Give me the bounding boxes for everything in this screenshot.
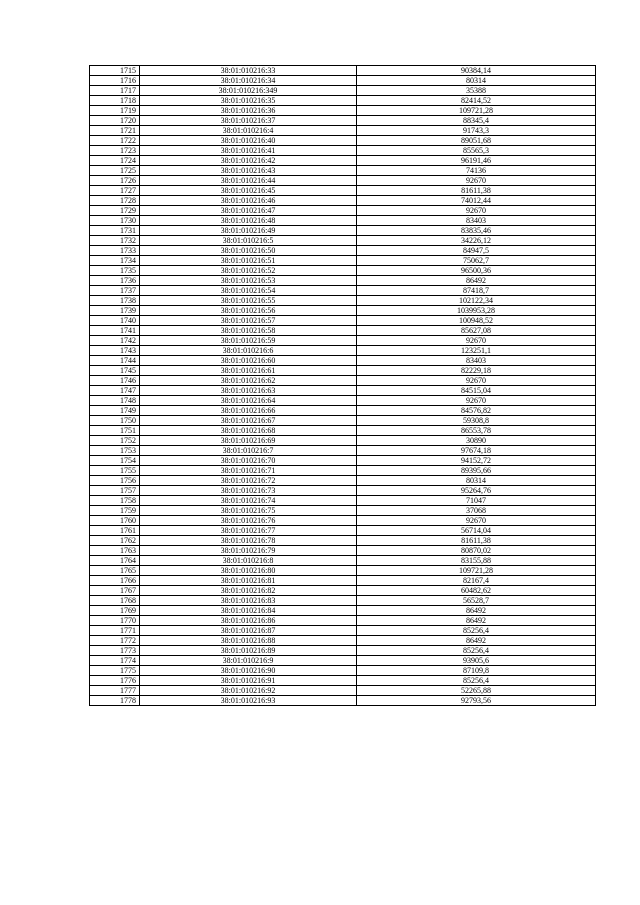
row-number-cell: 1720 — [90, 116, 140, 126]
table-row — [90, 666, 596, 676]
row-number-cell: 1726 — [90, 176, 140, 186]
table-row — [90, 516, 596, 526]
value-cell: 92670 — [357, 396, 596, 406]
cadastral-number-cell: 38:01:010216:92 — [140, 686, 357, 696]
value-cell: 89051,68 — [357, 136, 596, 146]
cadastral-number-cell: 38:01:010216:6 — [140, 346, 357, 356]
row-number-cell: 1736 — [90, 276, 140, 286]
table-row — [90, 576, 596, 586]
row-number-cell: 1777 — [90, 686, 140, 696]
table-row — [90, 626, 596, 636]
table-row — [90, 416, 596, 426]
cadastral-number-cell: 38:01:010216:54 — [140, 286, 357, 296]
row-number-cell: 1751 — [90, 426, 140, 436]
cadastral-number-cell: 38:01:010216:48 — [140, 216, 357, 226]
cadastral-number-cell: 38:01:010216:43 — [140, 166, 357, 176]
row-number-cell: 1733 — [90, 246, 140, 256]
cadastral-number-cell: 38:01:010216:41 — [140, 146, 357, 156]
table-row — [90, 336, 596, 346]
value-cell: 75062,7 — [357, 256, 596, 266]
cadastral-number-cell: 38:01:010216:58 — [140, 326, 357, 336]
table-row — [90, 176, 596, 186]
table-row — [90, 346, 596, 356]
value-cell: 84515,04 — [357, 386, 596, 396]
cadastral-number-cell: 38:01:010216:87 — [140, 626, 357, 636]
table-row — [90, 326, 596, 336]
value-cell: 86492 — [357, 606, 596, 616]
table-row — [90, 146, 596, 156]
value-cell: 97674,18 — [357, 446, 596, 456]
row-number-cell: 1745 — [90, 366, 140, 376]
table-row — [90, 406, 596, 416]
value-cell: 85256,4 — [357, 646, 596, 656]
table-row — [90, 566, 596, 576]
table-row — [90, 226, 596, 236]
table-row — [90, 506, 596, 516]
cadastral-number-cell: 38:01:010216:78 — [140, 536, 357, 546]
table-row — [90, 196, 596, 206]
row-number-cell: 1730 — [90, 216, 140, 226]
cadastral-number-cell: 38:01:010216:61 — [140, 366, 357, 376]
value-cell: 56714,04 — [357, 526, 596, 536]
value-cell: 100948,52 — [357, 316, 596, 326]
value-cell: 84947,5 — [357, 246, 596, 256]
cadastral-value-table — [89, 65, 596, 706]
value-cell: 83835,46 — [357, 226, 596, 236]
value-cell: 93905,6 — [357, 656, 596, 666]
table-row — [90, 356, 596, 366]
table-row — [90, 256, 596, 266]
cadastral-number-cell: 38:01:010216:76 — [140, 516, 357, 526]
value-cell: 80314 — [357, 76, 596, 86]
table-row — [90, 386, 596, 396]
table-row — [90, 376, 596, 386]
cadastral-number-cell: 38:01:010216:89 — [140, 646, 357, 656]
row-number-cell: 1773 — [90, 646, 140, 656]
row-number-cell: 1767 — [90, 586, 140, 596]
row-number-cell: 1732 — [90, 236, 140, 246]
table-row — [90, 446, 596, 456]
cadastral-number-cell: 38:01:010216:84 — [140, 606, 357, 616]
value-cell: 60482,62 — [357, 586, 596, 596]
value-cell: 85256,4 — [357, 676, 596, 686]
table-row — [90, 186, 596, 196]
value-cell: 71047 — [357, 496, 596, 506]
cadastral-number-cell: 38:01:010216:77 — [140, 526, 357, 536]
value-cell: 90384,14 — [357, 66, 596, 76]
row-number-cell: 1762 — [90, 536, 140, 546]
row-number-cell: 1728 — [90, 196, 140, 206]
value-cell: 86492 — [357, 616, 596, 626]
table-row — [90, 556, 596, 566]
value-cell: 30890 — [357, 436, 596, 446]
row-number-cell: 1716 — [90, 76, 140, 86]
row-number-cell: 1752 — [90, 436, 140, 446]
table-row — [90, 546, 596, 556]
row-number-cell: 1739 — [90, 306, 140, 316]
table-row — [90, 396, 596, 406]
row-number-cell: 1719 — [90, 106, 140, 116]
row-number-cell: 1765 — [90, 566, 140, 576]
cadastral-number-cell: 38:01:010216:5 — [140, 236, 357, 246]
row-number-cell: 1721 — [90, 126, 140, 136]
table-row — [90, 646, 596, 656]
row-number-cell: 1725 — [90, 166, 140, 176]
value-cell: 96500,36 — [357, 266, 596, 276]
table-row — [90, 456, 596, 466]
value-cell: 74012,44 — [357, 196, 596, 206]
row-number-cell: 1741 — [90, 326, 140, 336]
value-cell: 1039953,28 — [357, 306, 596, 316]
cadastral-number-cell: 38:01:010216:88 — [140, 636, 357, 646]
cadastral-number-cell: 38:01:010216:64 — [140, 396, 357, 406]
row-number-cell: 1766 — [90, 576, 140, 586]
table-row — [90, 616, 596, 626]
cadastral-number-cell: 38:01:010216:90 — [140, 666, 357, 676]
cadastral-number-cell: 38:01:010216:51 — [140, 256, 357, 266]
value-cell: 74136 — [357, 166, 596, 176]
table-row — [90, 466, 596, 476]
value-cell: 82229,18 — [357, 366, 596, 376]
table-row — [90, 656, 596, 666]
row-number-cell: 1761 — [90, 526, 140, 536]
cadastral-number-cell: 38:01:010216:72 — [140, 476, 357, 486]
cadastral-number-cell: 38:01:010216:59 — [140, 336, 357, 346]
value-cell: 92670 — [357, 516, 596, 526]
cadastral-number-cell: 38:01:010216:73 — [140, 486, 357, 496]
value-cell: 96191,46 — [357, 156, 596, 166]
row-number-cell: 1743 — [90, 346, 140, 356]
cadastral-number-cell: 38:01:010216:62 — [140, 376, 357, 386]
value-cell: 84576,82 — [357, 406, 596, 416]
value-cell: 85565,3 — [357, 146, 596, 156]
table-row — [90, 236, 596, 246]
table-row — [90, 106, 596, 116]
row-number-cell: 1727 — [90, 186, 140, 196]
value-cell: 52265,88 — [357, 686, 596, 696]
value-cell: 37068 — [357, 506, 596, 516]
value-cell: 92670 — [357, 336, 596, 346]
value-cell: 109721,28 — [357, 106, 596, 116]
table-row — [90, 76, 596, 86]
row-number-cell: 1731 — [90, 226, 140, 236]
table-row — [90, 266, 596, 276]
value-cell: 94152,72 — [357, 456, 596, 466]
value-cell: 35388 — [357, 86, 596, 96]
table-row — [90, 686, 596, 696]
cadastral-number-cell: 38:01:010216:44 — [140, 176, 357, 186]
row-number-cell: 1724 — [90, 156, 140, 166]
value-cell: 81611,38 — [357, 536, 596, 546]
cadastral-number-cell: 38:01:010216:34 — [140, 76, 357, 86]
value-cell: 82167,4 — [357, 576, 596, 586]
table-row — [90, 316, 596, 326]
cadastral-number-cell: 38:01:010216:7 — [140, 446, 357, 456]
cadastral-number-cell: 38:01:010216:35 — [140, 96, 357, 106]
value-cell: 80870,02 — [357, 546, 596, 556]
value-cell: 91743,3 — [357, 126, 596, 136]
table-row — [90, 476, 596, 486]
row-number-cell: 1764 — [90, 556, 140, 566]
cadastral-number-cell: 38:01:010216:50 — [140, 246, 357, 256]
row-number-cell: 1749 — [90, 406, 140, 416]
row-number-cell: 1723 — [90, 146, 140, 156]
cadastral-number-cell: 38:01:010216:40 — [140, 136, 357, 146]
row-number-cell: 1754 — [90, 456, 140, 466]
cadastral-number-cell: 38:01:010216:83 — [140, 596, 357, 606]
row-number-cell: 1738 — [90, 296, 140, 306]
cadastral-number-cell: 38:01:010216:60 — [140, 356, 357, 366]
table-row — [90, 586, 596, 596]
value-cell: 89395,66 — [357, 466, 596, 476]
value-cell: 92793,56 — [357, 696, 596, 706]
value-cell: 85256,4 — [357, 626, 596, 636]
row-number-cell: 1753 — [90, 446, 140, 456]
value-cell: 85627,08 — [357, 326, 596, 336]
value-cell: 34226,12 — [357, 236, 596, 246]
table-row — [90, 696, 596, 706]
table-row — [90, 156, 596, 166]
value-cell: 83403 — [357, 356, 596, 366]
table-row — [90, 126, 596, 136]
row-number-cell: 1778 — [90, 696, 140, 706]
value-cell: 59308,8 — [357, 416, 596, 426]
row-number-cell: 1776 — [90, 676, 140, 686]
row-number-cell: 1750 — [90, 416, 140, 426]
cadastral-number-cell: 38:01:010216:349 — [140, 86, 357, 96]
cadastral-number-cell: 38:01:010216:63 — [140, 386, 357, 396]
value-cell: 86553,78 — [357, 426, 596, 436]
row-number-cell: 1756 — [90, 476, 140, 486]
row-number-cell: 1755 — [90, 466, 140, 476]
cadastral-number-cell: 38:01:010216:36 — [140, 106, 357, 116]
row-number-cell: 1748 — [90, 396, 140, 406]
cadastral-number-cell: 38:01:010216:67 — [140, 416, 357, 426]
table-row — [90, 206, 596, 216]
table-row — [90, 426, 596, 436]
row-number-cell: 1735 — [90, 266, 140, 276]
cadastral-number-cell: 38:01:010216:93 — [140, 696, 357, 706]
cadastral-number-cell: 38:01:010216:9 — [140, 656, 357, 666]
table-row — [90, 86, 596, 96]
value-cell: 88345,4 — [357, 116, 596, 126]
row-number-cell: 1758 — [90, 496, 140, 506]
table-row — [90, 606, 596, 616]
table-row — [90, 636, 596, 646]
value-cell: 83403 — [357, 216, 596, 226]
cadastral-number-cell: 38:01:010216:66 — [140, 406, 357, 416]
row-number-cell: 1769 — [90, 606, 140, 616]
cadastral-number-cell: 38:01:010216:55 — [140, 296, 357, 306]
cadastral-number-cell: 38:01:010216:80 — [140, 566, 357, 576]
row-number-cell: 1747 — [90, 386, 140, 396]
cadastral-number-cell: 38:01:010216:33 — [140, 66, 357, 76]
row-number-cell: 1759 — [90, 506, 140, 516]
row-number-cell: 1763 — [90, 546, 140, 556]
cadastral-number-cell: 38:01:010216:52 — [140, 266, 357, 276]
row-number-cell: 1771 — [90, 626, 140, 636]
value-cell: 82414,52 — [357, 96, 596, 106]
cadastral-number-cell: 38:01:010216:75 — [140, 506, 357, 516]
cadastral-number-cell: 38:01:010216:70 — [140, 456, 357, 466]
cadastral-number-cell: 38:01:010216:37 — [140, 116, 357, 126]
value-cell: 109721,28 — [357, 566, 596, 576]
value-cell: 92670 — [357, 376, 596, 386]
table-row — [90, 596, 596, 606]
row-number-cell: 1729 — [90, 206, 140, 216]
value-cell: 81611,38 — [357, 186, 596, 196]
row-number-cell: 1715 — [90, 66, 140, 76]
cadastral-number-cell: 38:01:010216:81 — [140, 576, 357, 586]
row-number-cell: 1717 — [90, 86, 140, 96]
cadastral-number-cell: 38:01:010216:8 — [140, 556, 357, 566]
row-number-cell: 1744 — [90, 356, 140, 366]
row-number-cell: 1757 — [90, 486, 140, 496]
cadastral-number-cell: 38:01:010216:82 — [140, 586, 357, 596]
cadastral-number-cell: 38:01:010216:46 — [140, 196, 357, 206]
cadastral-number-cell: 38:01:010216:86 — [140, 616, 357, 626]
table-row — [90, 166, 596, 176]
value-cell: 87109,8 — [357, 666, 596, 676]
row-number-cell: 1740 — [90, 316, 140, 326]
table-row — [90, 286, 596, 296]
cadastral-number-cell: 38:01:010216:68 — [140, 426, 357, 436]
cadastral-number-cell: 38:01:010216:45 — [140, 186, 357, 196]
row-number-cell: 1770 — [90, 616, 140, 626]
table-row — [90, 306, 596, 316]
table-row — [90, 676, 596, 686]
value-cell: 102122,34 — [357, 296, 596, 306]
cadastral-number-cell: 38:01:010216:57 — [140, 316, 357, 326]
table-row — [90, 276, 596, 286]
cadastral-number-cell: 38:01:010216:69 — [140, 436, 357, 446]
row-number-cell: 1737 — [90, 286, 140, 296]
cadastral-number-cell: 38:01:010216:74 — [140, 496, 357, 506]
cadastral-number-cell: 38:01:010216:42 — [140, 156, 357, 166]
row-number-cell: 1760 — [90, 516, 140, 526]
value-cell: 92670 — [357, 206, 596, 216]
table-row — [90, 136, 596, 146]
value-cell: 86492 — [357, 276, 596, 286]
cadastral-number-cell: 38:01:010216:49 — [140, 226, 357, 236]
table-row — [90, 496, 596, 506]
row-number-cell: 1772 — [90, 636, 140, 646]
row-number-cell: 1734 — [90, 256, 140, 266]
table-row — [90, 216, 596, 226]
table-row — [90, 436, 596, 446]
table-row — [90, 526, 596, 536]
table-body — [90, 66, 596, 706]
table-row — [90, 296, 596, 306]
table-row — [90, 536, 596, 546]
table-row — [90, 116, 596, 126]
row-number-cell: 1768 — [90, 596, 140, 606]
cadastral-number-cell: 38:01:010216:91 — [140, 676, 357, 686]
value-cell: 83155,88 — [357, 556, 596, 566]
table-row — [90, 246, 596, 256]
table-row — [90, 486, 596, 496]
value-cell: 80314 — [357, 476, 596, 486]
row-number-cell: 1722 — [90, 136, 140, 146]
row-number-cell: 1746 — [90, 376, 140, 386]
row-number-cell: 1774 — [90, 656, 140, 666]
row-number-cell: 1718 — [90, 96, 140, 106]
value-cell: 92670 — [357, 176, 596, 186]
cadastral-number-cell: 38:01:010216:71 — [140, 466, 357, 476]
value-cell: 87418,7 — [357, 286, 596, 296]
row-number-cell: 1775 — [90, 666, 140, 676]
value-cell: 56528,7 — [357, 596, 596, 606]
value-cell: 86492 — [357, 636, 596, 646]
table-row — [90, 66, 596, 76]
cadastral-number-cell: 38:01:010216:53 — [140, 276, 357, 286]
value-cell: 123251,1 — [357, 346, 596, 356]
cadastral-number-cell: 38:01:010216:47 — [140, 206, 357, 216]
cadastral-number-cell: 38:01:010216:79 — [140, 546, 357, 556]
row-number-cell: 1742 — [90, 336, 140, 346]
table-row — [90, 366, 596, 376]
table-row — [90, 96, 596, 106]
cadastral-number-cell: 38:01:010216:56 — [140, 306, 357, 316]
cadastral-number-cell: 38:01:010216:4 — [140, 126, 357, 136]
value-cell: 95264,76 — [357, 486, 596, 496]
